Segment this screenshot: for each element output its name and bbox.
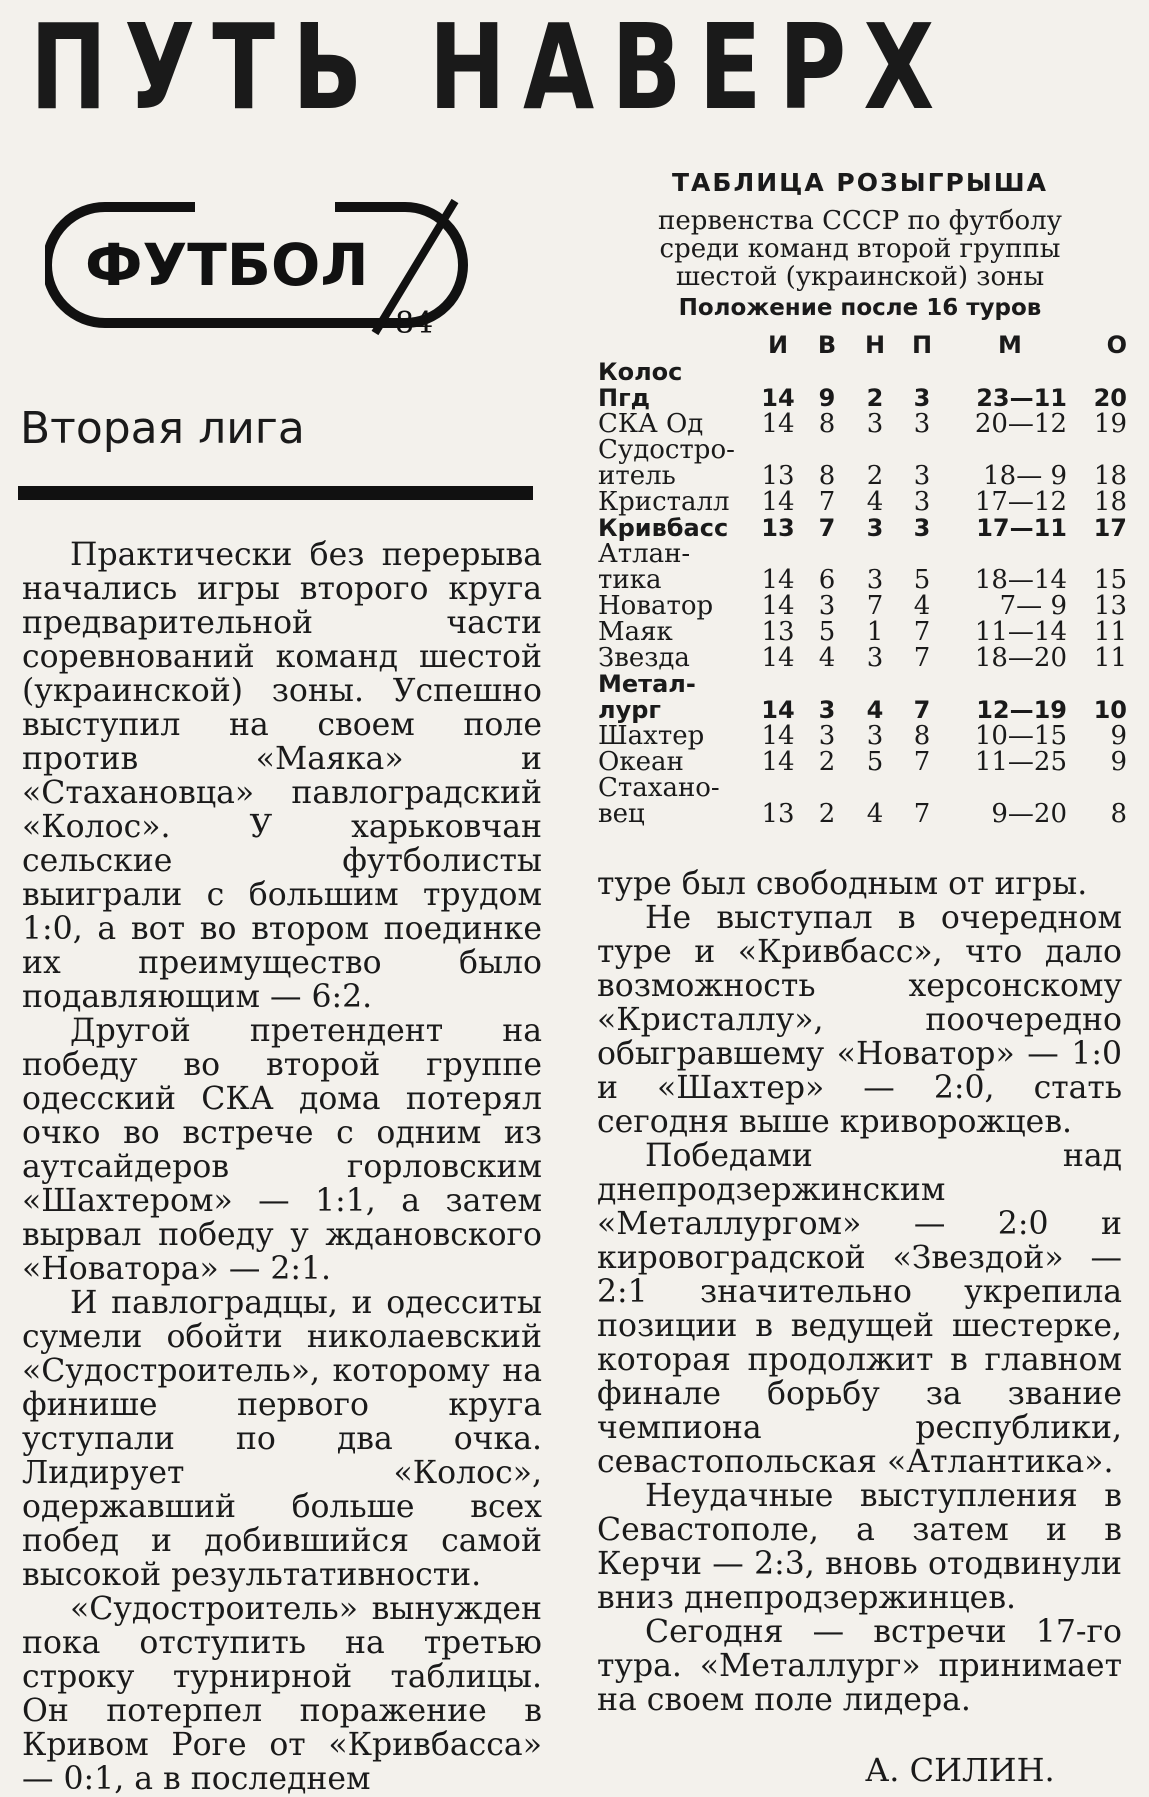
- cell-goals: 23—11: [976, 384, 1067, 412]
- cell-team-name: Судостро- итель: [598, 435, 735, 491]
- logo-year: 84: [395, 306, 434, 341]
- cell-points: 13: [1093, 591, 1127, 621]
- cell-losses: 7: [913, 696, 931, 724]
- header-draws: Н: [864, 331, 886, 359]
- cell-games: 13: [761, 514, 795, 542]
- standings-table: [598, 325, 1128, 827]
- cell-wins: 6: [818, 565, 836, 595]
- cell-games: 14: [761, 696, 795, 724]
- cell-points: 9: [1110, 721, 1127, 751]
- cell-goals: 11—25: [974, 747, 1067, 777]
- cell-losses: 7: [913, 617, 931, 647]
- cell-goals: 7— 9: [999, 591, 1067, 621]
- cell-draws: 4: [866, 696, 884, 724]
- cell-losses: 8: [913, 721, 931, 751]
- cell-wins: 5: [818, 617, 836, 647]
- cell-draws: 3: [866, 514, 884, 542]
- table-row: [598, 489, 1128, 515]
- cell-team-name: Новатор: [598, 591, 714, 621]
- paragraph: Не выступал в очередном туре и «Кривбасс», что дало возможность херсонскому «Кристаллу», поочередно обыгравшему «Новатор» — 1:0 и «Шахтер» — 2:0, стать сегодня выше криворожцев.: [597, 900, 1122, 1140]
- table-row: [598, 645, 1128, 671]
- cell-losses: 3: [913, 384, 931, 412]
- cell-draws: 3: [866, 565, 884, 595]
- cell-points: 11: [1093, 617, 1127, 647]
- header-goals: М: [998, 331, 1022, 359]
- table-subtitle: [580, 207, 1140, 291]
- table-row: [598, 671, 1128, 723]
- table-row: [598, 515, 1128, 541]
- cell-goals: 9—20: [991, 799, 1067, 829]
- cell-team-name: Кривбасс: [598, 514, 729, 542]
- table-position-line: Положение после 16 туров: [678, 295, 1042, 321]
- cell-team-name: Метал- лург: [598, 670, 696, 724]
- cell-draws: 2: [866, 384, 884, 412]
- cell-losses: 3: [913, 461, 931, 491]
- paragraph: «Судостроитель» вынужден пока отступить на третью строку турнирной таблицы. Он потерпел поражение в Кривом Роге от «Кривбасса» — 0:1, а в последнем: [22, 1591, 542, 1797]
- cell-team-name: СКА Од: [598, 409, 704, 439]
- cell-games: 14: [761, 591, 795, 621]
- cell-points: 19: [1093, 409, 1127, 439]
- cell-points: 9: [1110, 747, 1127, 777]
- header-games: И: [767, 331, 789, 359]
- cell-goals: 17—11: [976, 514, 1067, 542]
- cell-games: 14: [761, 487, 795, 517]
- section-rule: [18, 486, 533, 500]
- cell-wins: 9: [818, 384, 836, 412]
- table-subtitle-line: шестой (украинской) зоны: [675, 262, 1045, 292]
- cell-draws: 3: [866, 643, 884, 673]
- table-row: [598, 359, 1128, 411]
- table-row: [598, 619, 1128, 645]
- cell-wins: 7: [818, 514, 836, 542]
- cell-draws: 5: [866, 747, 884, 777]
- paragraph: Сегодня — встречи 17-го тура. «Металлург» принимает на своем поле лидера.: [597, 1614, 1122, 1718]
- table-header-row: [598, 325, 1128, 359]
- paragraph-continuation: туре был свободным от игры.: [597, 866, 1088, 902]
- paragraph: Неудачные выступления в Севастополе, а затем и в Керчи — 2:3, вновь отодвинули вниз днепродзержинцев.: [597, 1478, 1122, 1616]
- header-losses: П: [911, 331, 933, 359]
- cell-draws: 1: [866, 617, 884, 647]
- section-heading: Вторая лига: [20, 403, 305, 454]
- paragraph: И павлоградцы, и одесситы сумели обойти николаевский «Судостроитель», которому на финише первого круга уступали по два очка. Лидирует «Колос», одержавший больше всех побед и добившийся самой высокой результативности.: [22, 1285, 542, 1593]
- table-subtitle-line: среди команд второй группы: [659, 234, 1061, 264]
- cell-losses: 3: [913, 514, 931, 542]
- cell-team-name: Шахтер: [598, 721, 705, 751]
- cell-games: 14: [761, 643, 795, 673]
- cell-points: 17: [1093, 514, 1127, 542]
- cell-team-name: Океан: [598, 747, 684, 777]
- cell-wins: 7: [818, 487, 836, 517]
- headline: ПУТЬ НАВЕРХ: [30, 0, 952, 136]
- cell-wins: 3: [818, 721, 836, 751]
- table-row: [598, 775, 1128, 827]
- article-right-column: [597, 867, 1122, 1717]
- cell-goals: 18— 9: [983, 461, 1067, 491]
- cell-goals: 12—19: [976, 696, 1067, 724]
- cell-goals: 17—12: [974, 487, 1067, 517]
- header-wins: В: [817, 331, 837, 359]
- cell-goals: 18—20: [974, 643, 1067, 673]
- table-row: [598, 411, 1128, 437]
- cell-wins: 8: [818, 409, 836, 439]
- table-row: [598, 723, 1128, 749]
- cell-losses: 7: [913, 799, 931, 829]
- cell-games: 14: [761, 409, 795, 439]
- cell-games: 14: [761, 384, 795, 412]
- cell-losses: 5: [913, 565, 931, 595]
- cell-games: 14: [761, 721, 795, 751]
- logo-word: ФУТБОЛ: [85, 231, 369, 299]
- cell-games: 14: [761, 747, 795, 777]
- cell-wins: 3: [818, 696, 836, 724]
- cell-points: 10: [1093, 696, 1127, 724]
- cell-wins: 2: [818, 747, 836, 777]
- cell-points: 8: [1110, 799, 1127, 829]
- cell-team-name: Кристалл: [598, 487, 730, 517]
- cell-draws: 4: [866, 799, 884, 829]
- football-84-logo: [45, 193, 475, 341]
- table-subtitle-line: первенства СССР по футболу: [658, 206, 1062, 236]
- paragraph: Практически без перерыва начались игры второго круга предварительной части соревнований команд шестой (украинской) зоны. Успешно выступил на своем поле против «Маяка» и «Стахановца» павлоградский «Колос». У харьковчан сельские футболисты выиграли с большим трудом 1:0, а вот во втором поединке их преимущество было подавляющим — 6:2.: [22, 537, 542, 1015]
- cell-team-name: Маяк: [598, 617, 673, 647]
- cell-wins: 3: [818, 591, 836, 621]
- cell-team-name: Атлан- тика: [598, 539, 691, 595]
- table-row: [598, 593, 1128, 619]
- cell-losses: 7: [913, 643, 931, 673]
- cell-goals: 18—14: [974, 565, 1067, 595]
- paragraph: Другой претендент на победу во второй группе одесский СКА дома потерял очко во встрече с одним из аутсайдеров горловским «Шахтером» — 1:1, а затем вырвал победу у ждановского «Новатора» — 2:1.: [22, 1013, 542, 1287]
- cell-wins: 4: [818, 643, 836, 673]
- cell-draws: 7: [866, 591, 884, 621]
- cell-goals: 11—14: [974, 617, 1067, 647]
- cell-games: 13: [761, 799, 795, 829]
- cell-games: 14: [761, 565, 795, 595]
- cell-losses: 7: [913, 747, 931, 777]
- cell-points: 20: [1093, 384, 1127, 412]
- header-points: О: [1106, 331, 1127, 359]
- cell-team-name: Колос Пгд: [598, 358, 683, 412]
- cell-points: 18: [1093, 461, 1127, 491]
- cell-draws: 4: [866, 487, 884, 517]
- table-row: [598, 749, 1128, 775]
- cell-games: 13: [761, 617, 795, 647]
- cell-wins: 2: [818, 799, 836, 829]
- table-row: [598, 541, 1128, 593]
- cell-losses: 3: [913, 487, 931, 517]
- cell-goals: 10—15: [974, 721, 1067, 751]
- cell-losses: 4: [913, 591, 931, 621]
- cell-losses: 3: [913, 409, 931, 439]
- cell-draws: 3: [866, 409, 884, 439]
- cell-points: 15: [1093, 565, 1127, 595]
- cell-team-name: Стахано- вец: [598, 773, 720, 829]
- table-title: ТАБЛИЦА РОЗЫГРЫША: [671, 168, 1049, 197]
- cell-team-name: Звезда: [598, 643, 690, 673]
- cell-draws: 2: [866, 461, 884, 491]
- cell-points: 11: [1093, 643, 1127, 673]
- cell-points: 18: [1093, 487, 1127, 517]
- cell-draws: 3: [866, 721, 884, 751]
- cell-goals: 20—12: [974, 409, 1067, 439]
- article-left-column: [22, 538, 542, 1796]
- table-row: [598, 437, 1128, 489]
- cell-wins: 8: [818, 461, 836, 491]
- author-signature: А. СИЛИН.: [865, 1751, 1055, 1789]
- cell-games: 13: [761, 461, 795, 491]
- paragraph: Победами над днепродзержинским «Металлургом» — 2:0 и кировоградской «Звездой» — 2:1 значительно укрепила позиции в ведущей шестерке, которая продолжит в главном финале борьбу за звание чемпиона республики, севастопольская «Атлантика».: [597, 1138, 1122, 1480]
